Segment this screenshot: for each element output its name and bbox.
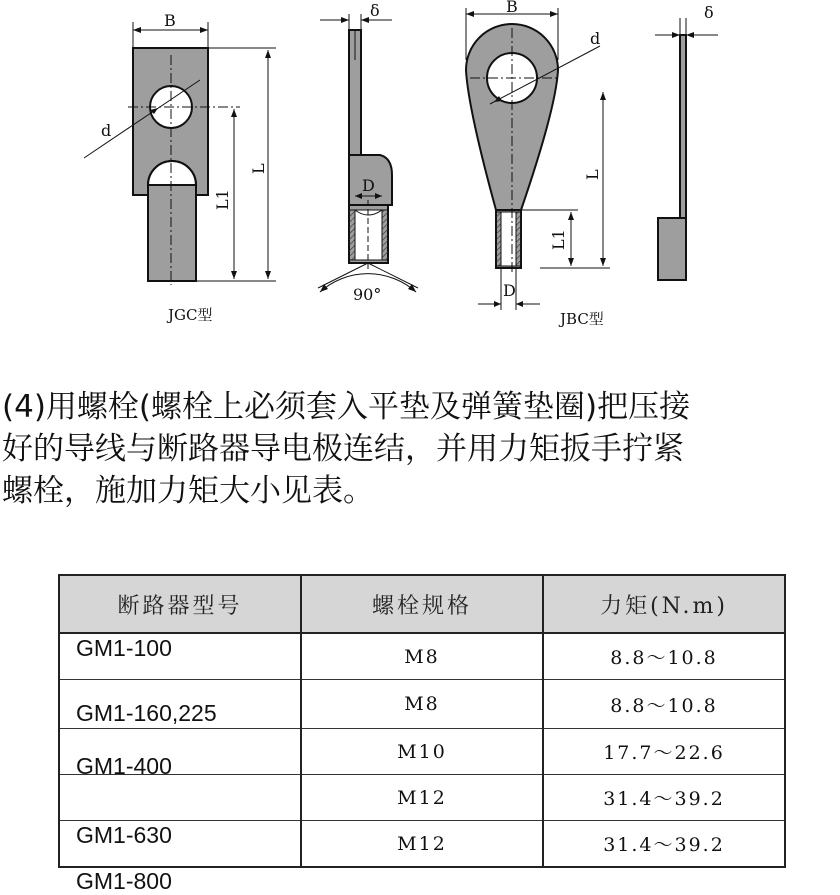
jbc-d-label: d [590, 29, 601, 48]
trailing-model-label: GM1-800 [76, 868, 172, 894]
header-bolt-spec: 螺栓规格 [301, 575, 543, 633]
side1-delta-label: δ [370, 1, 380, 20]
jgc-caption: JGC型 [168, 306, 213, 324]
torque-cell: 8.8～10.8 [543, 680, 785, 729]
torque-table [58, 574, 786, 868]
terminal-lug-drawings [0, 0, 840, 340]
jgc-lug-drawing [84, 11, 276, 324]
instruction-paragraph [2, 386, 838, 512]
torque-cell: 31.4～39.2 [543, 775, 785, 821]
paragraph-line: (4)用螺栓(螺栓上必须套入平垫及弹簧垫圈)把压接 [2, 389, 691, 425]
bolt-cell: M12 [301, 821, 543, 868]
model-cell: GM1-160,225 [59, 680, 301, 729]
side-view-bent-drawing [318, 1, 418, 304]
model-cell [59, 753, 301, 821]
model-cell: GM1-630 [59, 821, 301, 868]
model-text: GM1-400 [76, 753, 172, 779]
jgc-d-label: d [101, 121, 112, 140]
side2-delta-label: δ [704, 3, 714, 22]
jgc-l-label: L [249, 163, 268, 174]
side1-d-label: D [362, 176, 375, 195]
bolt-cell: M8 [301, 680, 543, 729]
model-cell: GM1-100 [59, 633, 301, 680]
table-row [59, 821, 785, 868]
table-row [59, 633, 785, 680]
torque-cell: 8.8～10.8 [543, 633, 785, 680]
table-row [59, 775, 785, 821]
jbc-l1-label: L1 [549, 229, 568, 250]
side-view-flat-drawing [655, 3, 718, 280]
torque-cell: 17.7～22.6 [543, 729, 785, 775]
paragraph-line: 好的导线与断路器导电极连结，并用力矩扳手拧紧 [2, 431, 684, 467]
jbc-b-label: B [506, 0, 518, 16]
jbc-lug-drawing [466, 0, 610, 328]
table-header-row [59, 575, 785, 633]
torque-cell: 31.4～39.2 [543, 821, 785, 868]
jbc-l-label: L [583, 169, 602, 180]
header-breaker-model: 断路器型号 [59, 575, 301, 633]
bolt-cell: M8 [301, 633, 543, 680]
paragraph-line: 螺栓，施加力矩大小见表。 [2, 473, 374, 509]
jbc-d-small-label: D [503, 281, 516, 300]
bolt-cell: M10 [301, 729, 543, 775]
bolt-cell: M12 [301, 775, 543, 821]
header-torque: 力矩(N.m) [543, 575, 785, 633]
jgc-l1-label: L1 [213, 189, 232, 210]
table-row [59, 680, 785, 729]
jgc-b-label: B [164, 11, 176, 30]
jbc-caption: JBC型 [560, 310, 604, 328]
side1-angle-label: 90° [353, 285, 382, 304]
